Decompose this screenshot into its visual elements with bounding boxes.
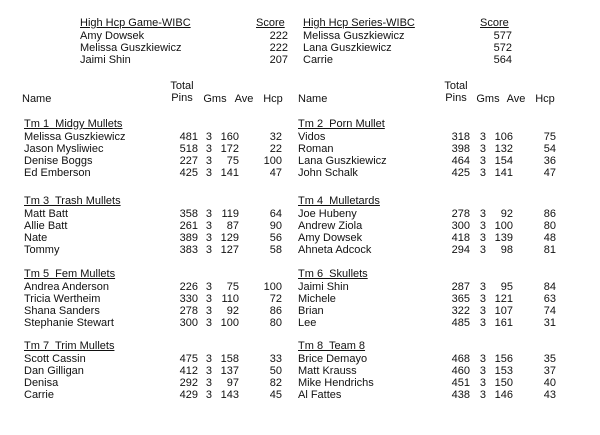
- player-gms: 3: [479, 155, 486, 167]
- player-ave: 150: [494, 377, 513, 389]
- player-ave: 137: [220, 365, 239, 377]
- player-name: Tricia Wertheim: [24, 293, 101, 305]
- player-gms: 3: [205, 155, 212, 167]
- high-game-name: Melissa Guszkiewicz: [80, 42, 182, 54]
- player-name: Mike Hendrichs: [298, 377, 374, 389]
- player-ave: 95: [500, 281, 513, 293]
- high-series-score-label: Score: [480, 17, 509, 29]
- col-ave: Ave: [506, 93, 526, 105]
- player-ave: 75: [226, 155, 239, 167]
- player-pins: 261: [179, 220, 198, 232]
- player-hcp: 40: [543, 377, 556, 389]
- player-pins: 451: [451, 377, 470, 389]
- player-hcp: 35: [543, 353, 556, 365]
- player-pins: 481: [179, 131, 198, 143]
- player-pins: 412: [179, 365, 198, 377]
- high-game-score: 222: [269, 30, 288, 42]
- player-name: Andrea Anderson: [24, 281, 110, 293]
- player-hcp: 48: [543, 232, 556, 244]
- player-pins: 389: [179, 232, 198, 244]
- player-gms: 3: [205, 244, 212, 256]
- high-game-name: Jaimi Shin: [80, 54, 131, 66]
- player-gms: 3: [479, 232, 486, 244]
- high-series-score: 572: [493, 42, 512, 54]
- col-hcp: Hcp: [263, 93, 283, 105]
- player-name: Ed Emberson: [24, 167, 91, 179]
- player-name: Scott Cassin: [24, 353, 86, 365]
- player-ave: 160: [220, 131, 239, 143]
- player-ave: 110: [221, 293, 239, 305]
- player-hcp: 81: [543, 244, 556, 256]
- player-pins: 300: [451, 220, 470, 232]
- player-pins: 322: [451, 305, 470, 317]
- player-hcp: 84: [543, 281, 556, 293]
- team-title: Tm 2 Porn Mullet: [298, 118, 385, 130]
- player-gms: 3: [205, 232, 212, 244]
- player-name: Dan Gilligan: [24, 365, 84, 377]
- col-pins: Pins: [445, 92, 467, 104]
- player-hcp: 56: [269, 232, 282, 244]
- player-gms: 3: [479, 365, 486, 377]
- player-hcp: 37: [543, 365, 556, 377]
- player-ave: 107: [494, 305, 513, 317]
- player-pins: 318: [451, 131, 470, 143]
- high-game-score-label: Score: [256, 17, 285, 29]
- player-gms: 3: [479, 131, 486, 143]
- player-hcp: 45: [269, 389, 282, 401]
- player-ave: 100: [494, 220, 513, 232]
- high-series-score: 564: [493, 54, 512, 66]
- high-game-name: Amy Dowsek: [80, 30, 145, 42]
- player-pins: 330: [179, 293, 198, 305]
- player-ave: 119: [221, 208, 239, 220]
- player-name: Brice Demayo: [298, 353, 368, 365]
- player-name: Al Fattes: [298, 389, 342, 401]
- player-gms: 3: [479, 143, 486, 155]
- player-hcp: 22: [269, 143, 282, 155]
- player-pins: 300: [179, 317, 198, 329]
- player-name: Tommy: [24, 244, 60, 256]
- player-gms: 3: [205, 317, 212, 329]
- player-hcp: 36: [543, 155, 556, 167]
- high-series-name: Carrie: [303, 54, 333, 66]
- player-hcp: 31: [543, 317, 556, 329]
- player-hcp: 74: [543, 305, 556, 317]
- player-name: Lana Guszkiewicz: [298, 155, 387, 167]
- player-ave: 146: [494, 389, 513, 401]
- team-title: Tm 4 Mulletards: [298, 195, 380, 207]
- team-title: Tm 1 Midgy Mullets: [24, 118, 123, 130]
- player-hcp: 47: [543, 167, 556, 179]
- player-hcp: 90: [269, 220, 282, 232]
- col-name: Name: [22, 93, 52, 105]
- player-gms: 3: [205, 353, 212, 365]
- player-ave: 172: [220, 143, 239, 155]
- player-pins: 485: [451, 317, 470, 329]
- player-name: Matt Krauss: [298, 365, 357, 377]
- player-ave: 129: [220, 232, 239, 244]
- player-ave: 139: [494, 232, 513, 244]
- team-title: Tm 3 Trash Mullets: [24, 195, 121, 207]
- player-hcp: 86: [269, 305, 282, 317]
- player-hcp: 63: [543, 293, 556, 305]
- player-hcp: 86: [543, 208, 556, 220]
- player-name: Nate: [24, 232, 48, 244]
- player-hcp: 75: [543, 131, 556, 143]
- player-name: Jason Mysliwiec: [24, 143, 104, 155]
- team-title: Tm 6 Skullets: [298, 268, 368, 280]
- player-name: Ahneta Adcock: [298, 244, 372, 256]
- player-hcp: 47: [269, 167, 282, 179]
- player-gms: 3: [479, 305, 486, 317]
- player-hcp: 82: [269, 377, 282, 389]
- player-pins: 294: [451, 244, 470, 256]
- player-gms: 3: [479, 389, 486, 401]
- player-pins: 292: [179, 377, 198, 389]
- player-pins: 226: [179, 281, 198, 293]
- player-gms: 3: [479, 244, 486, 256]
- player-name: Roman: [298, 143, 334, 155]
- player-pins: 365: [451, 293, 470, 305]
- player-gms: 3: [205, 220, 212, 232]
- player-pins: 460: [451, 365, 470, 377]
- player-pins: 429: [179, 389, 198, 401]
- player-ave: 121: [494, 293, 513, 305]
- player-name: Jaimi Shin: [298, 281, 349, 293]
- player-ave: 100: [220, 317, 239, 329]
- player-name: Carrie: [24, 389, 54, 401]
- player-pins: 287: [451, 281, 470, 293]
- player-ave: 141: [494, 167, 513, 179]
- player-hcp: 50: [269, 365, 282, 377]
- player-gms: 3: [479, 317, 486, 329]
- high-game-score: 207: [269, 54, 288, 66]
- player-pins: 475: [179, 353, 198, 365]
- player-gms: 3: [205, 305, 212, 317]
- high-series-name: Lana Guszkiewicz: [303, 42, 392, 54]
- player-pins: 383: [179, 244, 198, 256]
- player-name: Denisa: [24, 377, 59, 389]
- player-gms: 3: [205, 131, 212, 143]
- player-name: Amy Dowsek: [298, 232, 363, 244]
- player-hcp: 33: [269, 353, 282, 365]
- player-hcp: 32: [269, 131, 282, 143]
- player-hcp: 72: [269, 293, 282, 305]
- player-name: Brian: [298, 305, 324, 317]
- player-name: Vidos: [298, 131, 326, 143]
- player-hcp: 58: [269, 244, 282, 256]
- high-series-name: Melissa Guszkiewicz: [303, 30, 405, 42]
- col-pins: Pins: [171, 92, 193, 104]
- player-gms: 3: [479, 377, 486, 389]
- player-ave: 153: [494, 365, 513, 377]
- player-gms: 3: [205, 167, 212, 179]
- player-pins: 464: [451, 155, 470, 167]
- player-ave: 154: [494, 155, 513, 167]
- player-pins: 278: [451, 208, 470, 220]
- player-gms: 3: [205, 365, 212, 377]
- high-game-title: High Hcp Game-WIBC: [80, 17, 191, 29]
- player-gms: 3: [479, 293, 486, 305]
- team-title: Tm 7 Trim Mullets: [24, 340, 115, 352]
- player-gms: 3: [205, 377, 212, 389]
- player-pins: 358: [179, 208, 198, 220]
- player-hcp: 54: [543, 143, 556, 155]
- player-ave: 87: [226, 220, 239, 232]
- player-pins: 278: [179, 305, 198, 317]
- player-ave: 158: [220, 353, 239, 365]
- player-pins: 438: [451, 389, 470, 401]
- player-hcp: 43: [543, 389, 556, 401]
- high-series-score: 577: [493, 30, 512, 42]
- player-name: Lee: [298, 317, 317, 329]
- player-gms: 3: [479, 281, 486, 293]
- player-name: Andrew Ziola: [298, 220, 363, 232]
- player-gms: 3: [479, 353, 486, 365]
- player-gms: 3: [205, 281, 212, 293]
- player-ave: 75: [226, 281, 239, 293]
- player-ave: 141: [220, 167, 239, 179]
- player-name: Melissa Guszkiewicz: [24, 131, 126, 143]
- player-ave: 97: [226, 377, 239, 389]
- high-series-title: High Hcp Series-WIBC: [303, 17, 415, 29]
- player-ave: 106: [494, 131, 513, 143]
- team-title: Tm 8 Team 8: [298, 340, 366, 352]
- player-pins: 398: [451, 143, 470, 155]
- player-gms: 3: [205, 389, 212, 401]
- player-name: Denise Boggs: [24, 155, 93, 167]
- player-pins: 418: [451, 232, 470, 244]
- player-ave: 143: [220, 389, 239, 401]
- player-gms: 3: [479, 220, 486, 232]
- player-ave: 156: [494, 353, 513, 365]
- col-total: Total: [170, 80, 194, 92]
- player-ave: 132: [494, 143, 513, 155]
- player-ave: 92: [500, 208, 513, 220]
- player-hcp: 80: [269, 317, 282, 329]
- col-gms: Gms: [203, 93, 227, 105]
- player-name: Allie Batt: [24, 220, 68, 232]
- col-ave: Ave: [234, 93, 254, 105]
- player-ave: 92: [226, 305, 239, 317]
- player-gms: 3: [205, 143, 212, 155]
- player-hcp: 80: [543, 220, 556, 232]
- high-game-score: 222: [269, 42, 288, 54]
- col-total: Total: [444, 80, 468, 92]
- player-name: Stephanie Stewart: [24, 317, 114, 329]
- team-title: Tm 5 Fem Mullets: [24, 268, 116, 280]
- col-hcp: Hcp: [535, 93, 555, 105]
- player-gms: 3: [479, 167, 486, 179]
- player-pins: 425: [179, 167, 198, 179]
- player-name: Michele: [298, 293, 336, 305]
- player-name: John Schalk: [298, 167, 358, 179]
- player-hcp: 64: [269, 208, 282, 220]
- player-hcp: 100: [263, 155, 282, 167]
- player-gms: 3: [205, 293, 212, 305]
- player-gms: 3: [205, 208, 212, 220]
- player-pins: 425: [451, 167, 470, 179]
- col-gms: Gms: [476, 93, 500, 105]
- player-hcp: 100: [263, 281, 282, 293]
- player-ave: 98: [500, 244, 513, 256]
- player-name: Shana Sanders: [24, 305, 100, 317]
- player-name: Matt Batt: [24, 208, 69, 220]
- player-pins: 518: [179, 143, 198, 155]
- player-ave: 127: [220, 244, 239, 256]
- col-name: Name: [298, 93, 328, 105]
- player-gms: 3: [479, 208, 486, 220]
- player-pins: 468: [451, 353, 470, 365]
- player-pins: 227: [179, 155, 198, 167]
- player-name: Joe Hubeny: [298, 208, 357, 220]
- player-ave: 161: [494, 317, 513, 329]
